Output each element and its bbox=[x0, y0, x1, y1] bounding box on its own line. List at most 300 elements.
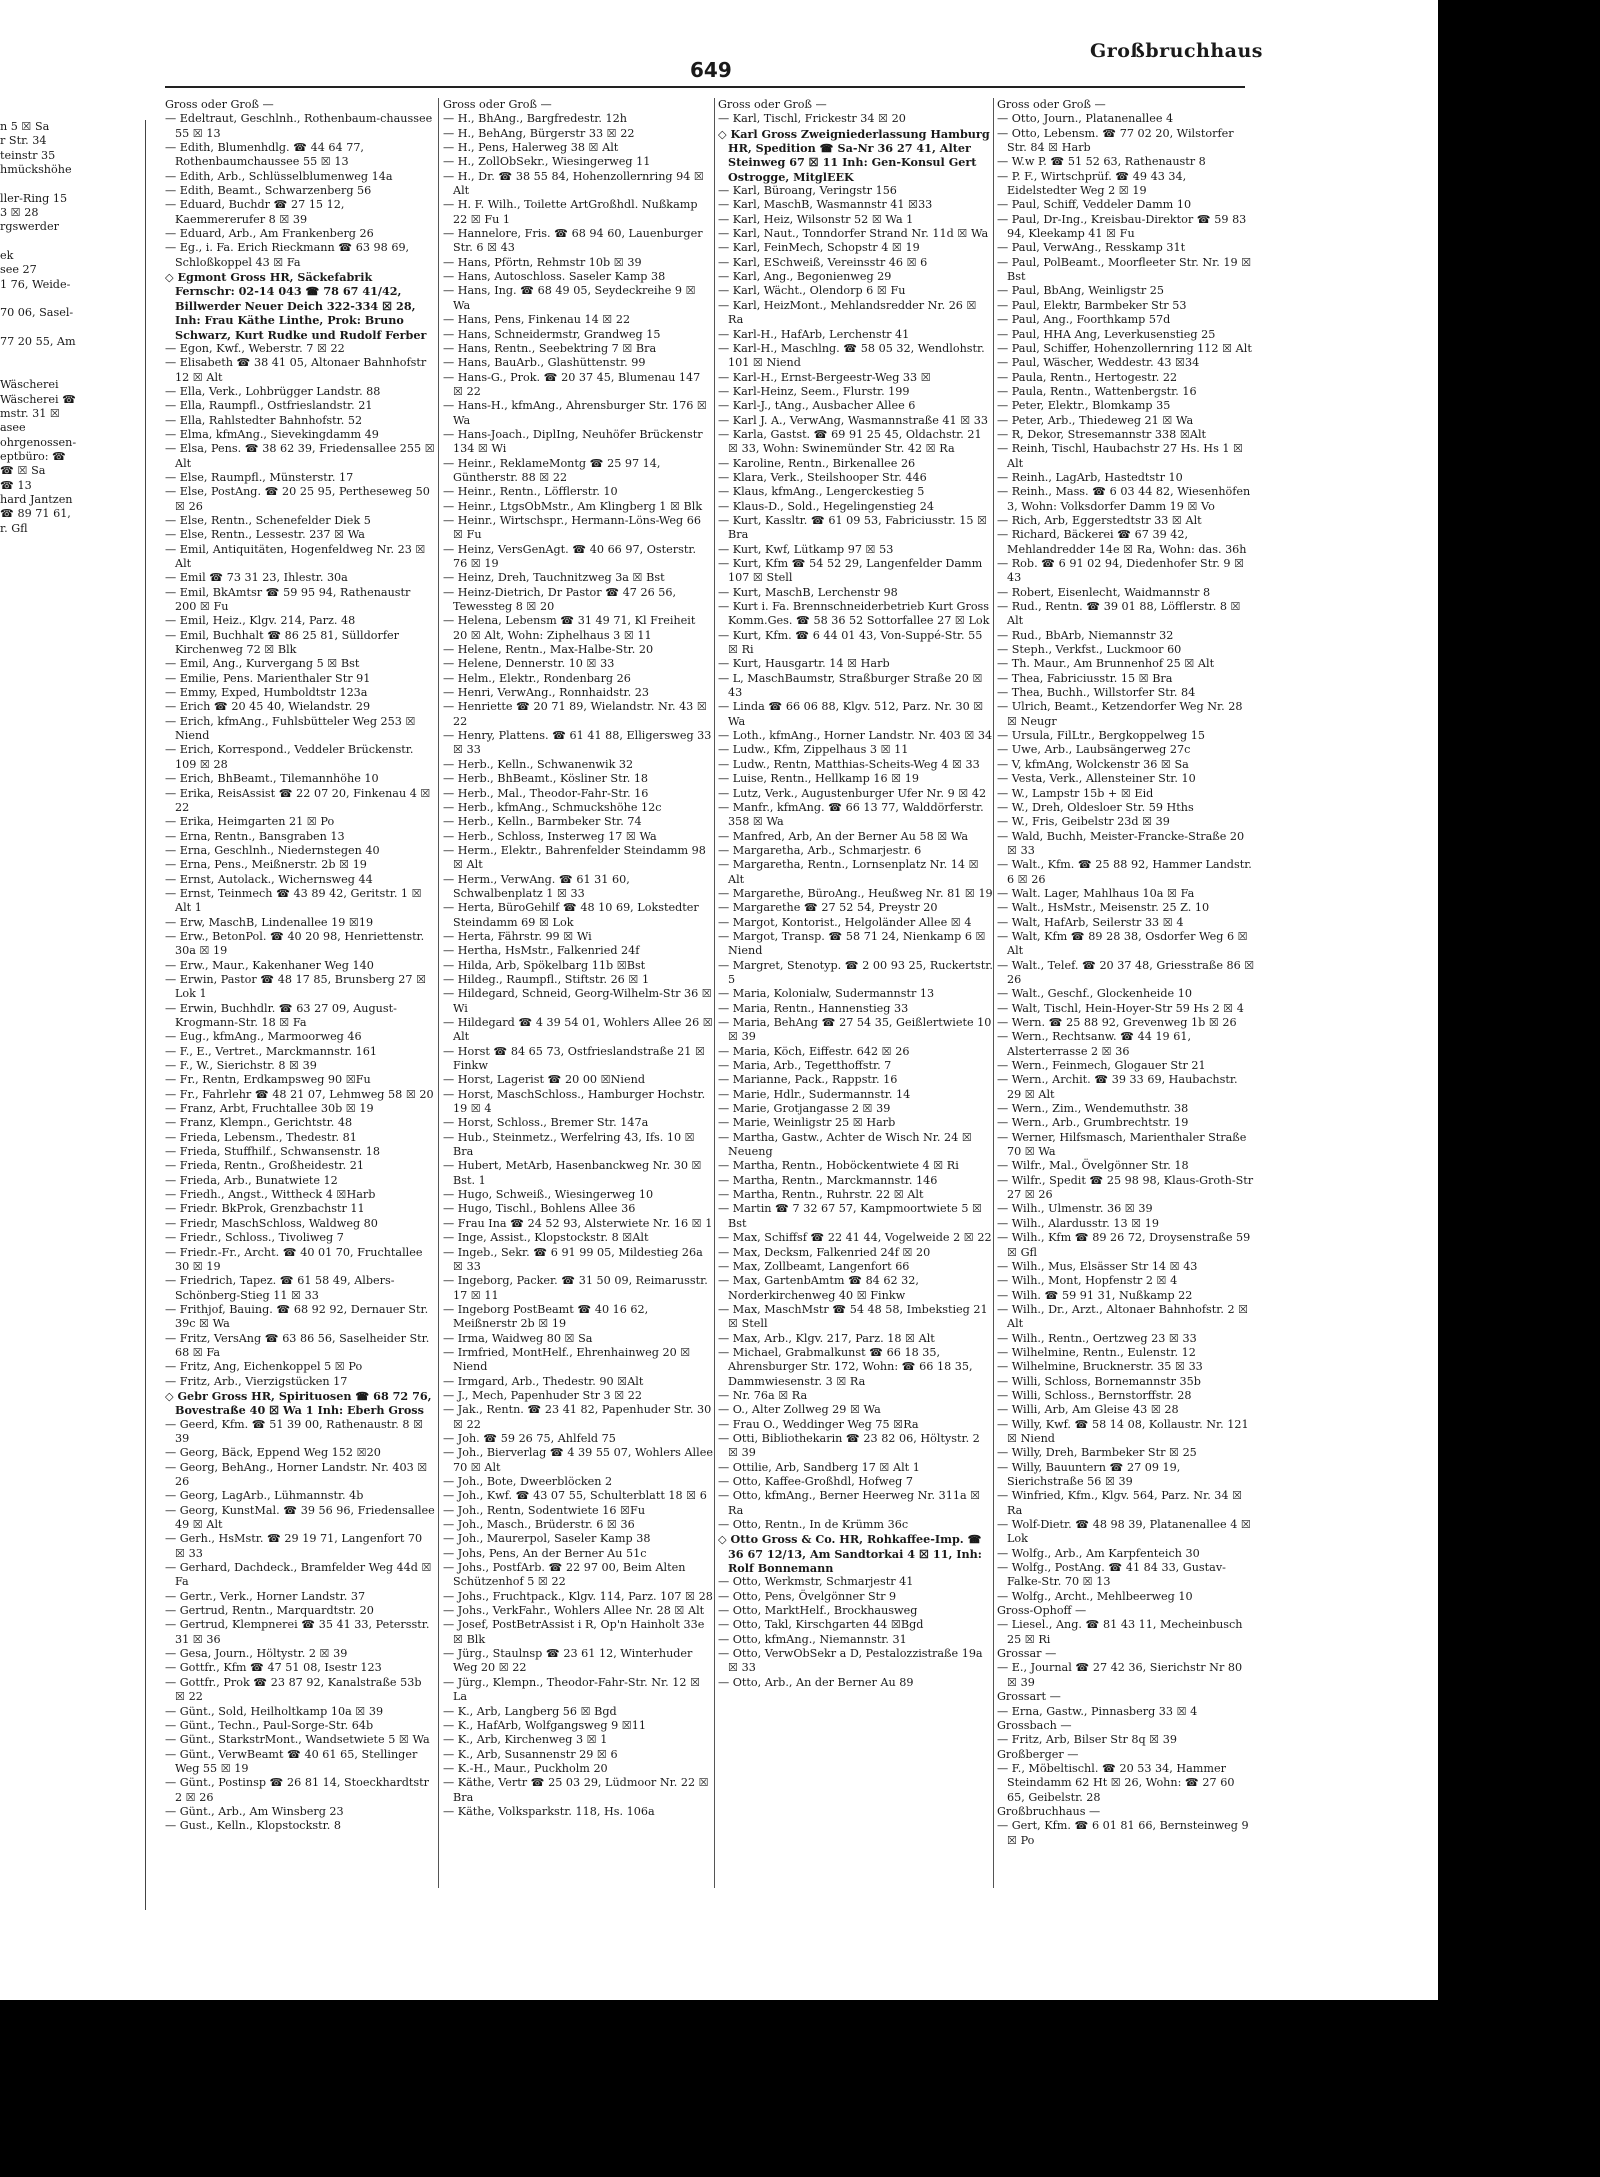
directory-entry: — Karl-J., tAng., Ausbacher Allee 6 bbox=[718, 399, 916, 413]
directory-entry: — J., Mech, Papenhuder Str 3 ☒ 22 bbox=[443, 1388, 643, 1402]
directory-entry: — Max, Decksm, Falkenried 24f ☒ 20 bbox=[718, 1245, 931, 1259]
directory-entry: — Wilh., Dr., Arzt., Altonaer Bahnhofstr. 2 ☒ Alt bbox=[997, 1302, 1249, 1331]
directory-entry: — Wern., Zim., Wendemuthstr. 38 bbox=[997, 1102, 1189, 1116]
directory-entry: — Günt., Arb., Am Winsberg 23 bbox=[165, 1804, 344, 1818]
directory-entry: — Walt., Telef. ☎ 20 37 48, Griesstraße 86 ☒ 26 bbox=[997, 958, 1255, 986]
directory-entry: — Kurt, Kwf, Lütkamp 97 ☒ 53 bbox=[718, 542, 894, 556]
directory-entry: — Franz, Arbt, Fruchtallee 30b ☒ 19 bbox=[165, 1102, 374, 1116]
directory-entry: — Steph., Verkfst., Luckmoor 60 bbox=[997, 643, 1182, 657]
directory-entry: — Hans, Ing. ☎ 68 49 05, Seydeckreihe 9 ☒ Wa bbox=[443, 284, 696, 312]
directory-entry: — Martha, Gastw., Achter de Wisch Nr. 24 ☒ Neueng bbox=[718, 1130, 972, 1159]
directory-entry: — Marie, Weinligstr 25 ☒ Harb bbox=[718, 1116, 896, 1130]
directory-entry: — Ingeborg PostBeamt ☎ 40 16 62, Meißnerstr 2b ☒ 19 bbox=[443, 1302, 649, 1331]
directory-entry: — Günt., VerwBeamt ☎ 40 61 65, Stellinger Weg 55 ☒ 19 bbox=[165, 1747, 418, 1775]
directory-entry: — Paul, Wäscher, Weddestr. 43 ☒34 bbox=[997, 356, 1200, 370]
directory-entry: — Rich, Arb, Eggerstedtstr 33 ☒ Alt bbox=[997, 513, 1202, 527]
directory-entry: — Willy, Dreh, Barmbeker Str ☒ 25 bbox=[997, 1446, 1197, 1460]
directory-entry: — Helm., Elektr., Rondenbarg 26 bbox=[443, 671, 631, 685]
directory-entry: — Winfried, Kfm., Klgv. 564, Parz. Nr. 34 ☒ Ra bbox=[997, 1489, 1243, 1517]
header-rule bbox=[165, 86, 1245, 88]
directory-entry: — Günt., Techn., Paul-Sorge-Str. 64b bbox=[165, 1718, 374, 1732]
sliver-line: see 27 bbox=[0, 263, 37, 277]
directory-entry: — Eduard, Arb., Am Frankenberg 26 bbox=[165, 227, 374, 241]
directory-entry: — Frieda, Lebensm., Thedestr. 81 bbox=[165, 1130, 357, 1144]
directory-entry: — Klaus, kfmAng., Lengerckestieg 5 bbox=[718, 485, 925, 499]
directory-entry: — Ella, Verk., Lohbrügger Landstr. 88 bbox=[165, 384, 381, 398]
directory-entry: — Fr., Rentn, Erdkampsweg 90 ☒Fu bbox=[165, 1073, 371, 1087]
directory-entry: — Joh., Maurerpol, Saseler Kamp 38 bbox=[443, 1532, 651, 1546]
directory-entry: — O., Alter Zollweg 29 ☒ Wa bbox=[718, 1403, 881, 1417]
directory-entry: — Horst ☎ 84 65 73, Ostfrieslandstraße 21 ☒ Finkw bbox=[443, 1044, 705, 1073]
directory-entry: — K., Arb, Susannenstr 29 ☒ 6 bbox=[443, 1747, 618, 1761]
directory-entry: — Hans, Schneidermstr, Grandweg 15 bbox=[443, 327, 661, 341]
column-divider bbox=[993, 98, 994, 1888]
directory-entry: — Karl J. A., VerwAng, Wasmannstraße 41 ☒ 33 bbox=[718, 413, 989, 427]
directory-entry: — Maria, Arb., Tegetthoffstr. 7 bbox=[718, 1059, 892, 1073]
directory-entry: — Elsa, Pens. ☎ 38 62 39, Friedensallee 255 ☒ Alt bbox=[165, 442, 435, 470]
directory-entry: — Edith, Beamt., Schwarzenberg 56 bbox=[165, 184, 372, 198]
directory-entry: — Käthe, Volksparkstr. 118, Hs. 106a bbox=[443, 1804, 655, 1818]
sliver-line: 70 06, Sasel- bbox=[0, 306, 74, 320]
directory-entry: — Paul, PolBeamt., Moorfleeter Str. Nr. 19 ☒ Bst bbox=[997, 255, 1252, 284]
directory-entry: — Ludw., Rentn, Matthias-Scheits-Weg 4 ☒ 33 bbox=[718, 757, 980, 771]
directory-entry: — Ernst, Autolack., Wichernsweg 44 bbox=[165, 872, 373, 886]
directory-entry: — Frau O., Weddinger Weg 75 ☒Ra bbox=[718, 1417, 919, 1431]
directory-entry: — Emil, Heiz., Klgv. 214, Parz. 48 bbox=[165, 614, 356, 628]
directory-entry: — Gottfr., Kfm ☎ 47 51 08, Isestr 123 bbox=[165, 1661, 382, 1675]
directory-entry: — K., HafArb, Wolfgangsweg 9 ☒11 bbox=[443, 1718, 647, 1732]
directory-entry: — Hildegard, Schneid, Georg-Wilhelm-Str 36 ☒ Wi bbox=[443, 987, 712, 1015]
directory-entry: — Otto, Rentn., In de Krümm 36c bbox=[718, 1518, 909, 1532]
directory-entry: — Herb., BhBeamt., Kösliner Str. 18 bbox=[443, 772, 649, 786]
directory-entry: — Karl, HeizMont., Mehlandsredder Nr. 26 ☒ Ra bbox=[718, 298, 977, 327]
directory-entry: — Fritz, Ang, Eichenkoppel 5 ☒ Po bbox=[165, 1360, 363, 1374]
directory-entry: ◇ Egmont Gross HR, Säckefabrik Fernschr: 02-14 043 ☎ 78 67 41/42, Billwerder Neuer Deich 322-334 ☒ 28, Inh: Frau Käthe Linthe, Prok: Bruno Schwarz, Kurt Rudke und Rudolf Ferber bbox=[165, 270, 427, 342]
directory-entry: — Wern., Feinmech, Glogauer Str 21 bbox=[997, 1059, 1206, 1073]
directory-entry: — Erika, ReisAssist ☎ 22 07 20, Finkenau 4 ☒ 22 bbox=[165, 786, 431, 814]
directory-entry: — Karl-H., Maschlng. ☎ 58 05 32, Wendlohstr. 101 ☒ Niend bbox=[718, 341, 985, 370]
directory-entry: — Wilfr., Mal., Övelgönner Str. 18 bbox=[997, 1159, 1189, 1173]
directory-entry: — Elisabeth ☎ 38 41 05, Altonaer Bahnhofstr 12 ☒ Alt bbox=[165, 356, 427, 384]
directory-entry: — Maria, Köch, Eiffestr. 642 ☒ 26 bbox=[718, 1044, 910, 1058]
directory-entry: — Henriette ☎ 20 71 89, Wielandstr. Nr. 43 ☒ 22 bbox=[443, 700, 707, 728]
directory-entry: — Otto, Kaffee-Großhdl, Hofweg 7 bbox=[718, 1475, 913, 1488]
column-divider bbox=[438, 98, 439, 1888]
directory-entry: — Manfred, Arb, An der Berner Au 58 ☒ Wa bbox=[718, 829, 969, 843]
directory-entry: — Herta, BüroGehilf ☎ 48 10 69, Lokstedter Steindamm 69 ☒ Lok bbox=[443, 901, 699, 929]
directory-entry: — Irmfried, MontHelf., Ehrenhainweg 20 ☒ Niend bbox=[443, 1345, 691, 1374]
directory-entry: — Heinr., Rentn., Löfflerstr. 10 bbox=[443, 485, 618, 499]
directory-entry: — Martha, Rentn., Ruhrstr. 22 ☒ Alt bbox=[718, 1188, 924, 1202]
directory-entry: — Reinh., LagArb, Hastedtstr 10 bbox=[997, 470, 1183, 484]
directory-entry: — Otto, Journ., Platanenallee 4 bbox=[997, 112, 1174, 126]
directory-entry: — K., Arb, Kirchenweg 3 ☒ 1 bbox=[443, 1733, 608, 1747]
directory-entry: — Emmy, Exped, Humboldtstr 123a bbox=[165, 686, 368, 700]
directory-entry: — Wilh., Alardusstr. 13 ☒ 19 bbox=[997, 1216, 1159, 1230]
directory-entry: — Kurt, Kassltr. ☎ 61 09 53, Fabriciusstr. 15 ☒ Bra bbox=[718, 513, 988, 542]
directory-entry: — W., Dreh, Oldesloer Str. 59 Hths bbox=[997, 800, 1194, 814]
directory-column-1 bbox=[165, 98, 435, 1898]
directory-entry: — Herb., Kelln., Barmbeker Str. 74 bbox=[443, 815, 642, 829]
directory-entry: — Johs., VerkFahr., Wohlers Allee Nr. 28 ☒ Alt bbox=[443, 1604, 705, 1618]
directory-entry: — Inge, Assist., Klopstockstr. 8 ☒Alt bbox=[443, 1231, 649, 1245]
directory-entry: — Heinz, Dreh, Tauchnitzweg 3a ☒ Bst bbox=[443, 571, 665, 585]
directory-entry: — Georg, LagArb., Lühmannstr. 4b bbox=[165, 1489, 364, 1503]
directory-entry: — Georg, Bäck, Eppend Weg 152 ☒20 bbox=[165, 1446, 381, 1460]
directory-entry: — Joh. ☎ 59 26 75, Ahlfeld 75 bbox=[443, 1431, 616, 1445]
directory-entry: — Gerh., HsMstr. ☎ 29 19 71, Langenfort 70 ☒ 33 bbox=[165, 1532, 423, 1560]
directory-entry: — Günt., Sold, Heilholtkamp 10a ☒ 39 bbox=[165, 1704, 384, 1718]
directory-entry: — Hans-H., kfmAng., Ahrensburger Str. 176 ☒ Wa bbox=[443, 399, 707, 427]
directory-entry: Grossbach — bbox=[997, 1718, 1072, 1732]
directory-entry: — Georg, KunstMal. ☎ 39 56 96, Friedensallee 49 ☒ Alt bbox=[165, 1503, 435, 1532]
directory-entry: — Rud., BbArb, Niemannstr 32 bbox=[997, 628, 1174, 642]
sliver-line bbox=[0, 177, 145, 191]
directory-entry: — Ella, Raumpfl., Ostfrieslandstr. 21 bbox=[165, 399, 373, 413]
directory-entry: — Friedr.-Fr., Archt. ☎ 40 01 70, Fruchtallee 30 ☒ 19 bbox=[165, 1245, 423, 1273]
directory-entry: — Herta, Fährstr. 99 ☒ Wi bbox=[443, 929, 592, 943]
directory-entry: — Wolf-Dietr. ☎ 48 98 39, Platanenallee 4 ☒ Lok bbox=[997, 1518, 1251, 1546]
sliver-line: ohrgenossen- bbox=[0, 435, 77, 449]
directory-entry: — Thea, Buchh., Willstorfer Str. 84 bbox=[997, 686, 1196, 700]
directory-entry: — Erich ☎ 20 45 40, Wielandstr. 29 bbox=[165, 700, 371, 714]
directory-entry: — Hannelore, Fris. ☎ 68 94 60, Lauenburger Str. 6 ☒ 43 bbox=[443, 227, 703, 255]
directory-entry: — Else, Raumpfl., Münsterstr. 17 bbox=[165, 470, 354, 484]
directory-entry: — W.w P. ☎ 51 52 63, Rathenaustr 8 bbox=[997, 155, 1206, 169]
directory-entry: — Luise, Rentn., Hellkamp 16 ☒ 19 bbox=[718, 772, 919, 786]
directory-entry: — K.-H., Maur., Puckholm 20 bbox=[443, 1761, 608, 1775]
directory-entry: — Paula, Rentn., Wattenbergstr. 16 bbox=[997, 384, 1197, 398]
directory-entry: — Erich, kfmAng., Fuhlsbütteler Weg 253 ☒ Niend bbox=[165, 714, 416, 743]
directory-entry: — Erw, MaschB, Lindenallee 19 ☒19 bbox=[165, 915, 374, 929]
directory-entry: — Karl, Ang., Begonienweg 29 bbox=[718, 270, 892, 284]
directory-entry: — Heinr., Wirtschspr., Hermann-Löns-Weg 66 ☒ Fu bbox=[443, 513, 701, 542]
directory-entry: — Hildeg., Raumpfl., Stiftstr. 26 ☒ 1 bbox=[443, 972, 650, 986]
directory-entry: — H., BhAng., Bargfredestr. 12h bbox=[443, 112, 627, 126]
directory-entry: — Marianne, Pack., Rappstr. 16 bbox=[718, 1073, 898, 1087]
directory-entry: — Ludw., Kfm, Zippelhaus 3 ☒ 11 bbox=[718, 743, 909, 757]
sliver-line: 77 20 55, Am bbox=[0, 335, 76, 349]
directory-entry: — Otto, Lebensm. ☎ 77 02 20, Wilstorfer Str. 84 ☒ Harb bbox=[997, 126, 1234, 155]
directory-entry: — Martha, Rentn., Hoböckentwiete 4 ☒ Ri bbox=[718, 1159, 959, 1173]
sliver-line bbox=[0, 321, 145, 335]
directory-entry: — Ingeb., Sekr. ☎ 6 91 99 05, Mildestieg 26a ☒ 33 bbox=[443, 1245, 703, 1273]
directory-entry: — Erich, BhBeamt., Tilemannhöhe 10 bbox=[165, 772, 379, 786]
directory-entry: — Ernst, Teinmech ☎ 43 89 42, Geritstr. 1 ☒ Alt 1 bbox=[165, 886, 422, 915]
directory-entry: — Gust., Kelln., Klopstockstr. 8 bbox=[165, 1819, 341, 1833]
directory-entry: — Willy, Bauuntern ☎ 27 09 19, Sierichstraße 56 ☒ 39 bbox=[997, 1460, 1181, 1488]
directory-entry: — Wilh., Mont, Hopfenstr 2 ☒ 4 bbox=[997, 1274, 1178, 1288]
directory-entry: — Hans, Pförtn, Rehmstr 10b ☒ 39 bbox=[443, 255, 642, 269]
directory-entry: — Hans, Rentn., Seebektring 7 ☒ Bra bbox=[443, 341, 657, 355]
directory-entry: — Hub., Steinmetz., Werfelring 43, Ifs. 10 ☒ Bra bbox=[443, 1130, 695, 1159]
directory-entry: ◇ Gebr Gross HR, Spirituosen ☎ 68 72 76, Bovestraße 40 ☒ Wa 1 Inh: Eberh Gross bbox=[165, 1388, 432, 1418]
directory-entry: — Heinr., ReklameMontg ☎ 25 97 14, Güntherstr. 88 ☒ 22 bbox=[443, 456, 661, 484]
scan-border-right bbox=[1438, 0, 1600, 2177]
directory-entry: — Ingeborg, Packer. ☎ 31 50 09, Reimarusstr. 17 ☒ 11 bbox=[443, 1274, 708, 1302]
directory-entry: — Erna, Pens., Meißnerstr. 2b ☒ 19 bbox=[165, 858, 367, 872]
directory-entry: — Käthe, Vertr ☎ 25 03 29, Lüdmoor Nr. 22 ☒ Bra bbox=[443, 1776, 709, 1804]
directory-entry: — F., W., Sierichstr. 8 ☒ 39 bbox=[165, 1059, 317, 1073]
sliver-line: asee bbox=[0, 421, 26, 435]
directory-entry: Grossar — bbox=[997, 1647, 1057, 1661]
sliver-line: r. Gfl bbox=[0, 521, 28, 535]
sliver-line bbox=[0, 292, 145, 306]
directory-entry: — Martha, Rentn., Marckmannstr. 146 bbox=[718, 1173, 938, 1187]
directory-entry: — Georg, BehAng., Horner Landstr. Nr. 403 ☒ 26 bbox=[165, 1460, 428, 1488]
directory-entry: — Emilie, Pens. Marienthaler Str 91 bbox=[165, 671, 371, 685]
directory-entry: ◇ Otto Gross & Co. HR, Rohkaffee-Imp. ☎ 36 67 12/13, Am Sandtorkai 4 ☒ 11, Inh: Rolf Bonnemann bbox=[718, 1532, 982, 1576]
directory-entry: — Günt., Postinsp ☎ 26 81 14, Stoeckhardtstr 2 ☒ 26 bbox=[165, 1776, 429, 1804]
directory-entry: — Nr. 76a ☒ Ra bbox=[718, 1388, 808, 1402]
directory-entry: — Walt, Tischl, Hein-Hoyer-Str 59 Hs 2 ☒ 4 bbox=[997, 1001, 1244, 1015]
directory-entry: — Willi, Arb, Am Gleise 43 ☒ 28 bbox=[997, 1403, 1179, 1417]
sliver-line: Wäscherei ☎ bbox=[0, 392, 77, 406]
directory-entry: — Kurt, Kfm. ☎ 6 44 01 43, Von-Suppé-Str. 55 ☒ Ri bbox=[718, 628, 983, 657]
directory-entry: Gross oder Groß — bbox=[165, 98, 274, 111]
directory-entry: — Maria, Kolonialw, Sudermannstr 13 bbox=[718, 987, 935, 1001]
directory-entry: — H., Dr. ☎ 38 55 84, Hohenzollernring 94 ☒ Alt bbox=[443, 169, 704, 198]
directory-entry: — Lutz, Verk., Augustenburger Ufer Nr. 9 ☒ 42 bbox=[718, 786, 987, 800]
sliver-line bbox=[0, 364, 145, 378]
directory-entry: — Johs., Fruchtpack., Klgv. 114, Parz. 107 ☒ 28 bbox=[443, 1589, 713, 1603]
directory-entry: Gross oder Groß — bbox=[997, 98, 1106, 111]
directory-entry: — Klaus-D., Sold., Hegelingenstieg 24 bbox=[718, 499, 935, 513]
directory-entry: — Kurt, Kfm ☎ 54 52 29, Langenfelder Damm 107 ☒ Stell bbox=[718, 557, 983, 585]
directory-entry: — Eg., i. Fa. Erich Rieckmann ☎ 63 98 69, Schloßkoppel 43 ☒ Fa bbox=[165, 241, 410, 269]
directory-entry: — Karl, ESchweiß, Vereinsstr 46 ☒ 6 bbox=[718, 255, 928, 269]
directory-entry: — Otto, Arb., An der Berner Au 89 bbox=[718, 1675, 914, 1689]
directory-entry: — Liesel., Ang. ☎ 81 43 11, Mecheinbusch 25 ☒ Ri bbox=[997, 1618, 1243, 1646]
directory-entry: — Max, MaschMstr ☎ 54 48 58, Imbekstieg 21 ☒ Stell bbox=[718, 1302, 988, 1331]
directory-entry: — Joh., Masch., Brüderstr. 6 ☒ 36 bbox=[443, 1518, 635, 1532]
directory-entry: — Otto, Werkmstr, Schmarjestr 41 bbox=[718, 1575, 914, 1589]
directory-entry: — Max, Zollbeamt, Langenfort 66 bbox=[718, 1259, 910, 1273]
directory-entry: — Paula, Rentn., Hertogestr. 22 bbox=[997, 370, 1178, 384]
directory-entry: — Frieda, Arb., Bunatwiete 12 bbox=[165, 1173, 338, 1187]
directory-entry: — Walt., Geschf., Glockenheide 10 bbox=[997, 987, 1192, 1001]
directory-entry: — Erw., BetonPol. ☎ 40 20 98, Henriettenstr. 30a ☒ 19 bbox=[165, 929, 425, 958]
directory-entry: — Friedrich, Tapez. ☎ 61 58 49, Albers-Schönberg-Stieg 11 ☒ 33 bbox=[165, 1274, 395, 1302]
directory-entry: — Wilhelmine, Brucknerstr. 35 ☒ 33 bbox=[997, 1360, 1203, 1374]
directory-entry: — L, MaschBaumstr, Straßburger Straße 20 ☒ 43 bbox=[718, 671, 983, 700]
directory-entry: — Kurt, Hausgartr. 14 ☒ Harb bbox=[718, 657, 890, 671]
directory-entry: — Martin ☎ 7 32 67 57, Kampmoortwiete 5 ☒ Bst bbox=[718, 1202, 983, 1230]
directory-entry: — Frithjof, Bauing. ☎ 68 92 92, Dernauer Str. 39c ☒ Wa bbox=[165, 1302, 429, 1331]
directory-entry: — Wern., Archit. ☎ 39 33 69, Haubachstr. 29 ☒ Alt bbox=[997, 1073, 1238, 1101]
directory-entry: — Vesta, Verk., Allensteiner Str. 10 bbox=[997, 772, 1196, 786]
directory-entry: — Emil, Ang., Kurvergang 5 ☒ Bst bbox=[165, 657, 360, 671]
directory-entry: — Wern., Arb., Grumbrechtstr. 19 bbox=[997, 1116, 1189, 1130]
directory-entry: — Joh., Kwf. ☎ 43 07 55, Schulterblatt 18 ☒ 6 bbox=[443, 1489, 707, 1503]
directory-entry: — Marie, Grotjangasse 2 ☒ 39 bbox=[718, 1102, 891, 1116]
directory-entry: — Wilh., Mus, Elsässer Str 14 ☒ 43 bbox=[997, 1259, 1198, 1273]
directory-entry: — Hertha, HsMstr., Falkenried 24f bbox=[443, 944, 640, 958]
directory-entry: — Fritz, Arb, Bilser Str 8q ☒ 39 bbox=[997, 1733, 1177, 1747]
directory-entry: — Gesa, Journ., Höltystr. 2 ☒ 39 bbox=[165, 1647, 348, 1661]
directory-entry: — Hans, Pens, Finkenau 14 ☒ 22 bbox=[443, 313, 631, 327]
directory-entry: — Gertrud, Klempnerei ☎ 35 41 33, Petersstr. 31 ☒ 36 bbox=[165, 1618, 430, 1646]
directory-entry: — Maria, Rentn., Hannenstieg 33 bbox=[718, 1001, 909, 1015]
directory-entry: — Hans-Joach., DiplIng, Neuhöfer Brückenstr 134 ☒ Wi bbox=[443, 427, 703, 456]
directory-entry: — Emil, Buchhalt ☎ 86 25 81, Sülldorfer Kirchenweg 72 ☒ Blk bbox=[165, 628, 399, 657]
directory-entry: — Helene, Rentn., Max-Halbe-Str. 20 bbox=[443, 643, 654, 657]
directory-entry: — Horst, Schloss., Bremer Str. 147a bbox=[443, 1116, 649, 1130]
directory-entry: — Peter, Arb., Thiedeweg 21 ☒ Wa bbox=[997, 413, 1194, 427]
directory-column-3 bbox=[718, 98, 993, 1898]
directory-entry: — Gertr., Verk., Horner Landstr. 37 bbox=[165, 1589, 366, 1603]
directory-entry: — Otto, Pens, Övelgönner Str 9 bbox=[718, 1589, 897, 1603]
directory-entry: — Frieda, Rentn., Großheidestr. 21 bbox=[165, 1159, 364, 1173]
directory-entry: — Wolfg., Arb., Am Karpfenteich 30 bbox=[997, 1546, 1200, 1560]
directory-entry: — Otto, kfmAng., Niemannstr. 31 bbox=[718, 1632, 907, 1646]
sliver-line: ller-Ring 15 bbox=[0, 191, 68, 205]
directory-entry: — Erna, Rentn., Bansgraben 13 bbox=[165, 829, 345, 843]
directory-entry: — H., Pens, Halerweg 38 ☒ Alt bbox=[443, 141, 619, 155]
directory-entry: — Erna, Geschlnh., Niedernstegen 40 bbox=[165, 843, 380, 857]
directory-entry: — Irma, Waidweg 80 ☒ Sa bbox=[443, 1331, 593, 1345]
directory-entry: Gross oder Groß — bbox=[718, 98, 827, 111]
sliver-line: hard Jantzen bbox=[0, 492, 73, 506]
directory-entry: — Hubert, MetArb, Hasenbanckweg Nr. 30 ☒ Bst. 1 bbox=[443, 1159, 702, 1187]
directory-entry: — Karl, Büroang, Veringstr 156 bbox=[718, 184, 897, 198]
directory-entry: — Paul, Elektr, Barmbeker Str 53 bbox=[997, 298, 1187, 312]
sliver-line: r Str. 34 bbox=[0, 134, 47, 148]
directory-entry: — W., Fris, Geibelstr 23d ☒ 39 bbox=[997, 815, 1170, 829]
running-head: Großbruchhaus bbox=[1090, 40, 1263, 62]
directory-entry: — Hans, BauArb., Glashüttenstr. 99 bbox=[443, 356, 646, 370]
directory-entry: — Herb., Schloss, Insterweg 17 ☒ Wa bbox=[443, 829, 657, 843]
directory-column-4 bbox=[997, 98, 1255, 1898]
directory-entry: — Walt, HafArb, Seilerstr 33 ☒ 4 bbox=[997, 915, 1184, 929]
directory-entry: — Otto, Takl, Kirschgarten 44 ☒Bgd bbox=[718, 1618, 924, 1632]
directory-entry: — Margaretha, Arb., Schmarjestr. 6 bbox=[718, 843, 922, 857]
directory-entry: — Karoline, Rentn., Birkenallee 26 bbox=[718, 456, 916, 470]
directory-entry: — Linda ☎ 66 06 88, Klgv. 512, Parz. Nr. 30 ☒ Wa bbox=[718, 700, 984, 728]
sliver-line: Wäscherei bbox=[0, 378, 59, 392]
directory-entry: — Hugo, Schweiß., Wiesingerweg 10 bbox=[443, 1188, 654, 1202]
sliver-line bbox=[0, 350, 145, 364]
directory-entry: — Paul, Dr-Ing., Kreisbau-Direktor ☎ 59 83 94, Kleekamp 41 ☒ Fu bbox=[997, 212, 1247, 241]
sliver-line: ☎ 13 bbox=[0, 478, 32, 492]
directory-column-2 bbox=[443, 98, 713, 1898]
directory-entry: — Uwe, Arb., Laubsängerweg 27c bbox=[997, 743, 1191, 757]
directory-entry: — Maria, BehAng ☎ 27 54 35, Geißlertwiete 10 ☒ 39 bbox=[718, 1016, 992, 1044]
directory-entry: — Otto, VerwObSekr a D, Pestalozzistraße 19a ☒ 33 bbox=[718, 1647, 983, 1675]
directory-entry: — Klara, Verk., Steilshooper Str. 446 bbox=[718, 470, 927, 484]
directory-entry: — Gottfr., Prok ☎ 23 87 92, Kanalstraße 53b ☒ 22 bbox=[165, 1675, 422, 1704]
directory-entry: — Marie, Hdlr., Sudermannstr. 14 bbox=[718, 1087, 911, 1101]
directory-entry: — Wolfg., Archt., Mehlbeerweg 10 bbox=[997, 1589, 1193, 1603]
directory-entry: — Herm., Elektr., Bahrenfelder Steindamm 98 ☒ Alt bbox=[443, 843, 706, 872]
directory-entry: — Joh., Bierverlag ☎ 4 39 55 07, Wohlers Allee 70 ☒ Alt bbox=[443, 1446, 713, 1474]
directory-entry: — Paul, Ang., Foorthkamp 57d bbox=[997, 313, 1171, 327]
directory-entry: — Jürg., Staulnsp ☎ 23 61 12, Winterhuder Weg 20 ☒ 22 bbox=[443, 1647, 693, 1675]
directory-entry: — Wilh., Rentn., Oertzweg 23 ☒ 33 bbox=[997, 1331, 1197, 1345]
directory-entry: — Fritz, VersAng ☎ 63 86 56, Saselheider Str. 68 ☒ Fa bbox=[165, 1331, 430, 1359]
directory-entry: — Karl, MaschB, Wasmannstr 41 ☒33 bbox=[718, 198, 933, 212]
directory-entry: — Edith, Blumenhdlg. ☎ 44 64 77, Rothenbaumchaussee 55 ☒ 13 bbox=[165, 141, 364, 169]
directory-entry: — Eug., kfmAng., Marmoorweg 46 bbox=[165, 1030, 362, 1044]
directory-entry: — Rob. ☎ 6 91 02 94, Diedenhofer Str. 9 ☒ 43 bbox=[997, 557, 1245, 585]
directory-entry: — Horst, MaschSchloss., Hamburger Hochstr. 19 ☒ 4 bbox=[443, 1087, 706, 1116]
directory-entry: — Fritz, Arb., Vierzigstücken 17 bbox=[165, 1374, 348, 1388]
directory-entry: — Willi, Schloss, Bornemannstr 35b bbox=[997, 1374, 1201, 1388]
directory-entry: — Emil, Antiquitäten, Hogenfeldweg Nr. 23 ☒ Alt bbox=[165, 542, 426, 570]
directory-entry: — Günt., StarkstrMont., Wandsetwiete 5 ☒ Wa bbox=[165, 1733, 430, 1747]
directory-entry: — Heinz-Dietrich, Dr Pastor ☎ 47 26 56, Tewessteg 8 ☒ 20 bbox=[443, 585, 677, 614]
directory-entry: ◇ Karl Gross Zweigniederlassung Hamburg HR, Spedition ☎ Sa-Nr 36 27 41, Alter Steinweg 67 ☒ 11 Inh: Gen-Konsul Gert Ostrogge, MitglEEK bbox=[718, 126, 990, 184]
directory-entry: — Kurt, MaschB, Lerchenstr 98 bbox=[718, 585, 898, 599]
directory-entry: — P. F., Wirtschprüf. ☎ 49 43 34, Eidelstedter Weg 2 ☒ 19 bbox=[997, 169, 1187, 198]
directory-entry: — Karl-H., Ernst-Bergeestr-Weg 33 ☒ bbox=[718, 370, 931, 384]
directory-entry: — Herb., Kelln., Schwanenwik 32 bbox=[443, 757, 634, 771]
directory-entry: — Emil, BkAmtsr ☎ 59 95 94, Rathenaustr 200 ☒ Fu bbox=[165, 585, 411, 614]
directory-entry: — H., BehAng, Bürgerstr 33 ☒ 22 bbox=[443, 126, 635, 140]
directory-entry: — Max, Schiffsf ☎ 22 41 44, Vogelweide 2 ☒ 22 bbox=[718, 1231, 992, 1245]
directory-entry: — R, Dekor, Stresemannstr 338 ☒Alt bbox=[997, 427, 1207, 441]
directory-entry: — Friedr. BkProk, Grenzbachstr 11 bbox=[165, 1202, 365, 1216]
directory-entry: — Margaretha, Rentn., Lornsenplatz Nr. 14 ☒ Alt bbox=[718, 858, 979, 886]
directory-entry: — Otto, MarktHelf., Brockhausweg bbox=[718, 1604, 918, 1618]
directory-entry: — Karl, FeinMech, Schopstr 4 ☒ 19 bbox=[718, 241, 920, 255]
directory-entry: — Hans, Autoschloss. Saseler Kamp 38 bbox=[443, 270, 666, 284]
sliver-line: ek bbox=[0, 249, 14, 263]
directory-entry: — Franz, Klempn., Gerichtstr. 48 bbox=[165, 1116, 353, 1130]
sliver-line: mstr. 31 ☒ bbox=[0, 406, 60, 420]
directory-entry: — Hans-G., Prok. ☎ 20 37 45, Blumenau 147 ☒ 22 bbox=[443, 370, 701, 398]
directory-entry: — Margot, Transp. ☎ 58 71 24, Nienkamp 6 ☒ Niend bbox=[718, 929, 986, 958]
directory-entry: — Rud., Rentn. ☎ 39 01 88, Löfflerstr. 8 ☒ Alt bbox=[997, 600, 1241, 628]
directory-entry: — Wilh. ☎ 59 91 31, Nußkamp 22 bbox=[997, 1288, 1193, 1302]
directory-entry: — Frau Ina ☎ 24 52 93, Alsterwiete Nr. 16 ☒ 1 bbox=[443, 1216, 713, 1230]
directory-entry: — Joh., Bote, Dweerblöcken 2 bbox=[443, 1475, 613, 1488]
page-number: 649 bbox=[690, 58, 732, 82]
directory-entry: — Herb., kfmAng., Schmuckshöhe 12c bbox=[443, 800, 662, 814]
directory-entry: — Friedr., Schloss., Tivoliweg 7 bbox=[165, 1231, 344, 1245]
directory-entry: — Margarethe ☎ 27 52 54, Preystr 20 bbox=[718, 901, 938, 915]
directory-entry: Großberger — bbox=[997, 1747, 1079, 1761]
directory-entry: — Walt. Lager, Mahlhaus 10a ☒ Fa bbox=[997, 886, 1195, 900]
sliver-line: teinstr 35 bbox=[0, 148, 56, 162]
directory-entry: — Gertrud, Rentn., Marquardtstr. 20 bbox=[165, 1604, 374, 1618]
directory-entry: — Else, PostAng. ☎ 20 25 95, Pertheseweg 50 ☒ 26 bbox=[165, 485, 430, 513]
directory-entry: — Paul, Schiff, Veddeler Damm 10 bbox=[997, 198, 1192, 212]
scan-border-bottom bbox=[0, 2000, 1600, 2177]
directory-entry: — F., Möbeltischl. ☎ 20 53 34, Hammer Steindamm 62 Ht ☒ 26, Wohn: ☎ 27 60 65, Geibelstr. 28 bbox=[997, 1761, 1235, 1804]
directory-entry: — Peter, Elektr., Blomkamp 35 bbox=[997, 399, 1171, 413]
directory-entry: — Wern., Rechtsanw. ☎ 44 19 61, Alsterterrasse 2 ☒ 36 bbox=[997, 1030, 1192, 1058]
directory-entry: — Helena, Lebensm ☎ 31 49 71, Kl Freiheit 20 ☒ Alt, Wohn: Ziphelhaus 3 ☒ 11 bbox=[443, 614, 696, 642]
directory-entry: — Wilfr., Spedit ☎ 25 98 98, Klaus-Groth-Str 27 ☒ 26 bbox=[997, 1173, 1254, 1202]
directory-entry: — F., E., Vertret., Marckmannstr. 161 bbox=[165, 1044, 377, 1058]
directory-entry: Großbruchhaus — bbox=[997, 1804, 1101, 1818]
directory-entry: — Willy, Kwf. ☎ 58 14 08, Kollaustr. Nr. 121 ☒ Niend bbox=[997, 1417, 1249, 1445]
directory-entry: — H., ZollObSekr., Wiesingerweg 11 bbox=[443, 155, 651, 169]
directory-entry: — Erich, Korrespond., Veddeler Brückenstr. 109 ☒ 28 bbox=[165, 743, 414, 771]
directory-entry: — Henry, Plattens. ☎ 61 41 88, Elligersweg 33 ☒ 33 bbox=[443, 729, 712, 757]
directory-entry: — Egon, Kwf., Weberstr. 7 ☒ 22 bbox=[165, 341, 345, 355]
directory-entry: — Gerhard, Dachdeck., Bramfelder Weg 44d ☒ Fa bbox=[165, 1561, 432, 1589]
directory-entry: — Erika, Heimgarten 21 ☒ Po bbox=[165, 815, 335, 829]
directory-entry: — Karl-H., HafArb, Lerchenstr 41 bbox=[718, 327, 910, 341]
directory-entry: — Erna, Gastw., Pinnasberg 33 ☒ 4 bbox=[997, 1704, 1198, 1718]
directory-entry: — Johs, Pens, An der Berner Au 51c bbox=[443, 1546, 647, 1560]
sliver-line: n 5 ☒ Sa bbox=[0, 120, 50, 133]
sliver-line: rgswerder bbox=[0, 220, 59, 234]
directory-entry: — Paul, BbAng, Weinligstr 25 bbox=[997, 284, 1164, 298]
directory-entry: — W., Lampstr 15b + ☒ Eid bbox=[997, 786, 1154, 800]
